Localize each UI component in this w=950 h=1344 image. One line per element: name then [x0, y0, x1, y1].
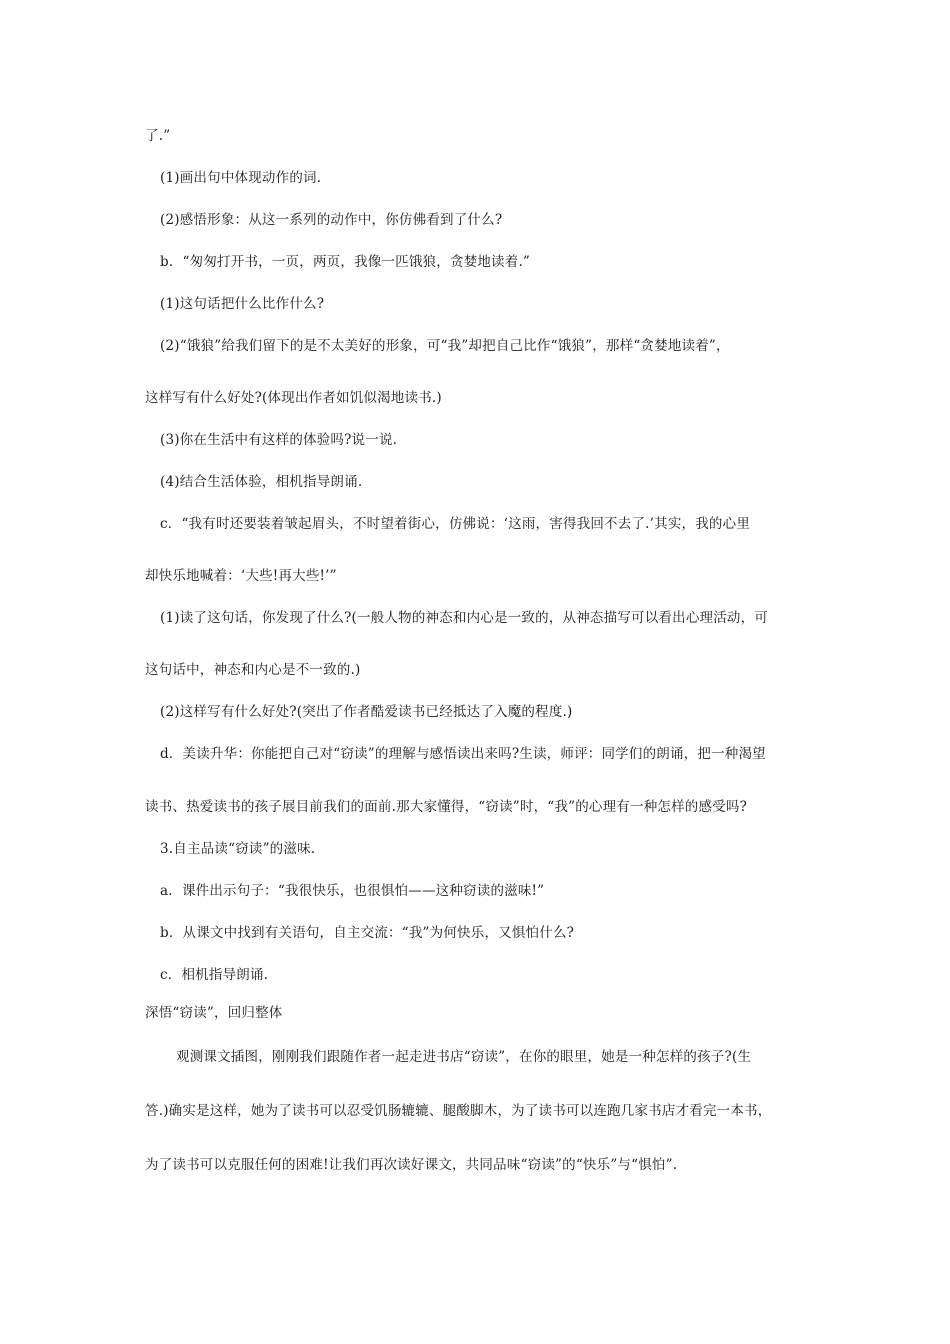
text-line: (2)“饿狼”给我们留下的是不太美好的形象，可“我”却把自己比作“饿狼”，那样“贪婪地读着”， [160, 338, 730, 354]
text-line: 答.)确实是这样，她为了读书可以忍受饥肠辘辘、腿酸脚木，为了读书可以连跑几家书店才看完一本书， [145, 1103, 772, 1119]
text-line: 观测课文插图，刚刚我们跟随作者一起走进书店“窃读”，在你的眼里，她是一种怎样的孩子?(生 [176, 1049, 752, 1065]
text-line: (3)你在生活中有这样的体验吗?说一说. [160, 432, 398, 448]
text-line: 这样写有什么好处?(体现出作者如饥似渴地读书.) [145, 390, 442, 406]
text-line: (4)结合生活体验，相机指导朗诵. [160, 474, 363, 490]
text-line: b．从课文中找到有关语句，自主交流：“我”为何快乐，又惧怕什么? [160, 925, 575, 941]
text-line: 这句话中，神态和内心是不一致的.) [145, 662, 361, 678]
text-line: 为了读书可以克服任何的困难!让我们再次读好课文，共同品味“窃读”的“快乐”与“惧怕”. [145, 1157, 678, 1173]
text-line: (1)画出句中体现动作的词. [160, 170, 322, 186]
text-line: (1)这句话把什么比作什么? [160, 296, 325, 312]
text-line: 却快乐地喊着：‘大些!再大些!’” [145, 568, 337, 584]
text-line: 了.” [145, 128, 171, 144]
text-line: d．美读升华：你能把自己对“窃读”的理解与感悟读出来吗?生读，师评：同学们的朗诵，把一种渴望 [160, 746, 766, 762]
text-line: c．相机指导朗诵. [160, 967, 269, 983]
text-line: (1)读了这句话，你发现了什么?(一般人物的神态和内心是一致的，从神态描写可以看出心理活动，可 [160, 610, 769, 626]
text-line: c．“我有时还要装着皱起眉头，不时望着街心，仿佛说：‘这雨，害得我回不去了.’其实，我的心里 [160, 516, 751, 532]
text-line: (2)这样写有什么好处?(突出了作者酷爱读书已经抵达了入魔的程度.) [160, 704, 573, 720]
text-line: a．课件出示句子：“我很快乐，也很惧怕——这种窃读的滋味!” [160, 883, 545, 899]
text-line: 3.自主品读“窃读”的滋味. [160, 841, 316, 857]
section-heading: 深悟“窃读”，回归整体 [145, 1005, 283, 1021]
text-line: (2)感悟形象：从这一系列的动作中，你仿佛看到了什么? [160, 212, 503, 228]
text-line: b．“匆匆打开书，一页，两页，我像一匹饿狼，贪婪地读着.” [160, 254, 531, 270]
text-line: 读书、热爱读书的孩子展目前我们的面前.那大家懂得，“窃读”时，“我”的心理有一种怎样的感受吗? [145, 799, 748, 815]
